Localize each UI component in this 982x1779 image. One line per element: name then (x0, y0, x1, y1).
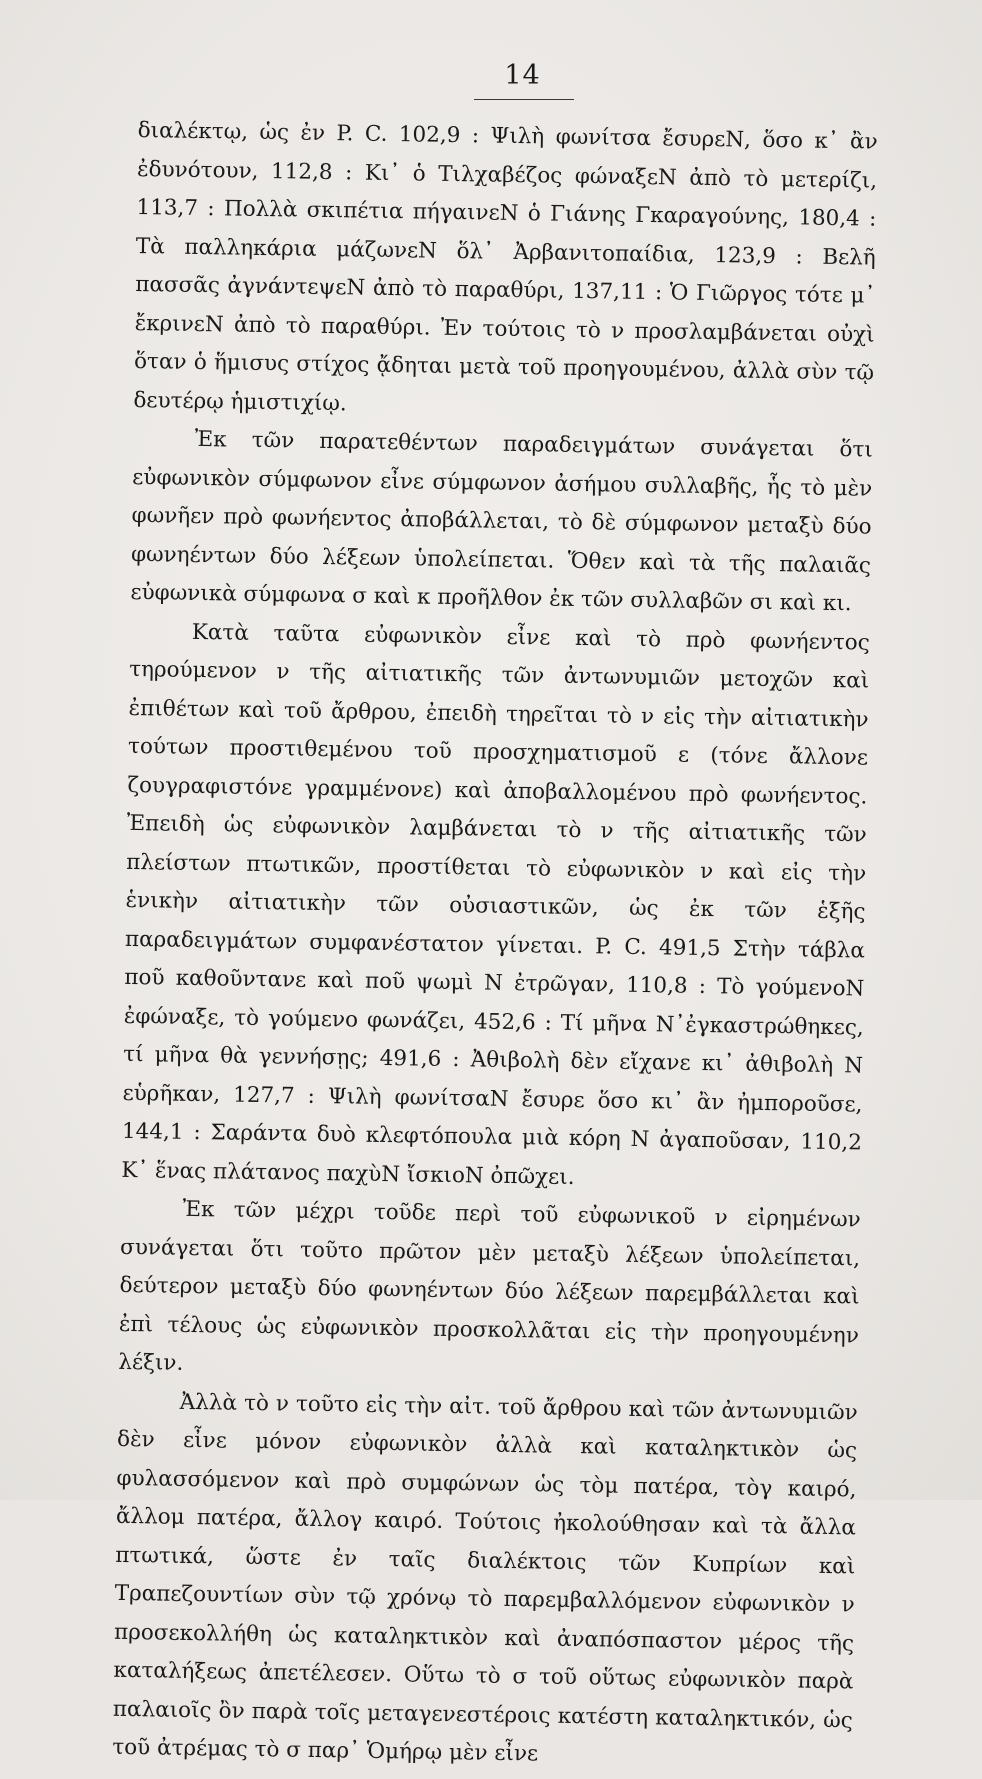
paragraph-1: διαλέκτῳ, ὡς ἐν P. C. 102,9 : Ψιλὴ φωνίτσα ἔσυρεΝ, ὅσο κ᾽ ἂν ἐδυνότουν, 112,8 : Κι᾽ ὁ Τιλχαβέζος φώναξεΝ ἀπὸ τὸ μετερίζι, 113,7 : Πολλὰ σκιπέτια πήγαινεΝ ὁ Γιάνης Γκαραγούνης, 180,4 : Τὰ παλληκάρια μάζωνεΝ ὅλ᾽ Ἀρβανιτοπαίδια, 123,9 : Βελῆ πασσᾶς ἀγνάντεψεΝ ἀπὸ τὸ παραθύρι, 137,11 : Ὁ Γιῶργος τότε μ᾽ ἔκρινεΝ ἀπὸ τὸ παραθύρι. Ἐν τούτοις τὸ ν προσλαμβάνεται οὐχὶ ὅταν ὁ ἥμισυς στίχος ᾄδηται μετὰ τοῦ προηγουμένου, ἀλλὰ σὺν τῷ δευτέρῳ ἡμιστιχίῳ. (133, 117, 878, 416)
page-number: 14 (504, 60, 541, 91)
paragraph-5: Ἀλλὰ τὸ ν τοῦτο εἰς τὴν αἰτ. τοῦ ἄρθρου καὶ τῶν ἀντωνυμιῶν δὲν εἶνε μόνον εὐφωνικὸν ἀλλὰ καὶ καταληκτικὸν ὡς φυλασσόμενον καὶ πρὸ συμφώνων ὡς τὸμ πατέρα, τὸγ καιρό, ἄλλομ πατέρα, ἄλλογ καιρό. Τούτοις ἠκολούθησαν καὶ τὰ ἄλλα πτωτικά, ὥστε ἐν ταῖς διαλέκτοις τῶν Κυπρίων καὶ Τραπεζουντίων σὺν τῷ χρόνῳ τὸ παρεμβαλλόμενον εὐφωνικὸν ν προσεκολλήθη ὡς καταληκτικὸν καὶ ἀναπόσπαστον μέρος τῆς καταλήξεως ἀπετέλεσεν. Οὕτω τὸ σ τοῦ οὕτως εὐφωνικὸν παρὰ παλαιοῖς ὂν παρὰ τοῖς μεταγενεστέροις κατέστη καταληκτικόν, ὡς τοῦ ἀτρέμας τὸ σ παρ᾽ Ὁμήρῳ μὲν εἶνε (112, 1389, 858, 1767)
paragraph-4: Ἐκ τῶν μέχρι τοῦδε περὶ τοῦ εὐφωνικοῦ ν εἰρημένων συνάγεται ὅτι τοῦτο πρῶτον μὲν μεταξὺ λέξεων ὑπολείπεται, δεύτερον μεταξὺ δύο φωνηέντων δύο λέξεων παρεμβάλλεται καὶ ἐπὶ τέλους ὡς εὐφωνικὸν προσκολλᾶται εἰς τὴν προηγουμένην λέξιν. (118, 1196, 861, 1376)
paragraph-2: Ἐκ τῶν παρατεθέντων παραδειγμάτων συνάγεται ὅτι εὐφωνικὸν σύμφωνον εἶνε σύμφωνον ἀσήμου συλλαβῆς, ἧς τὸ μὲν φωνῆεν πρὸ φωνήεντος ἀποβάλλεται, τὸ δὲ σύμφωνον μεταξὺ δύο φωνηέντων δύο λέξεων ὑπολείπεται. Ὅθεν καὶ τὰ τῆς παλαιᾶς εὐφωνικὰ σύμφωνα σ καὶ κ προῆλθον ἐκ τῶν συλλαβῶν σι καὶ κι. (130, 426, 873, 617)
body-text (112, 112, 878, 1779)
paragraph-3: Κατὰ ταῦτα εὐφωνικὸν εἶνε καὶ τὸ πρὸ φωνήεντος τηρούμενον ν τῆς αἰτιατικῆς τῶν ἀντωνυμιῶν μετοχῶν καὶ ἐπιθέτων καὶ τοῦ ἄρθρου, ἐπειδὴ τηρεῖται τὸ ν εἰς τὴν αἰτιατικὴν τούτων προστιθεμένου τοῦ προσχηματισμοῦ ε (τόνε ἄλλονε ζουγραφιστόνε γραμμένονε) καὶ ἀποβαλλομένου πρὸ φωνήεντος. Ἐπειδὴ ὡς εὐφωνικὸν λαμβάνεται τὸ ν τῆς αἰτιατικῆς τῶν πλείστων πτωτικῶν, προστίθεται τὸ εὐφωνικὸν ν καὶ εἰς τὴν ἑνικὴν αἰτιατικὴν τῶν οὐσιαστικῶν, ὡς ἐκ τῶν ἑξῆς παραδειγμάτων συμφανέστατον γίνεται. P. C. 491,5 Στὴν τάβλα ποῦ καθοῦντανε καὶ ποῦ ψωμὶ Ν ἐτρῶγαν, 110,8 : Τὸ γούμενοΝ ἐφώναξε, τὸ γούμενο φωνάζει, 452,6 : Τί μῆνα Ν᾽ἐγκαστρώθηκες, τί μῆνα θὰ γεννήσῃς; 491,6 : Ἀθιβολὴ δὲν εἴχανε κι᾽ ἀθιβολὴ Ν εὑρῆκαν, 127,7 : Ψιλὴ φωνίτσαΝ ἔσυρε ὅσο κι᾽ ἂν ἠμποροῦσε, 144,1 : Σαράντα δυὸ κλεφτόπουλα μιὰ κόρη Ν ἀγαποῦσαν, 110,2 Κ᾽ ἕνας πλάτανος παχὺΝ ἴσκιοΝ ὀπῶχει. (121, 619, 870, 1190)
header-rule (474, 99, 574, 100)
